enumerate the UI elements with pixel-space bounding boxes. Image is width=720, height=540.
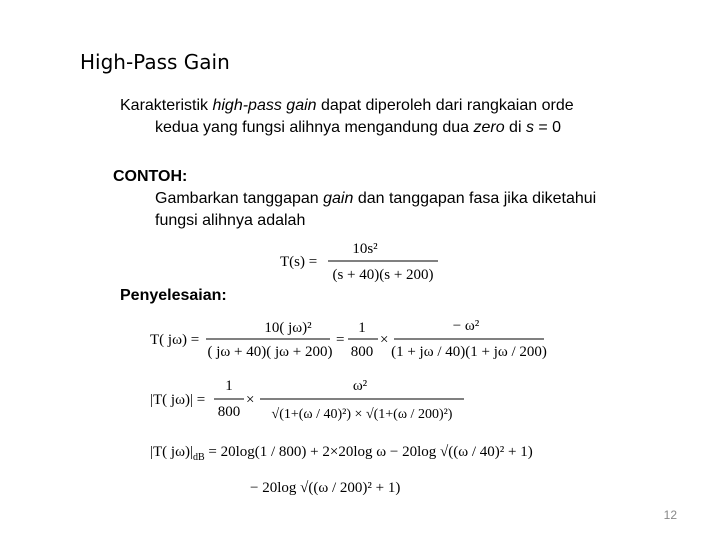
eq2-numerator-2: ω² — [352, 378, 368, 394]
eq1-denominator-2: 800 — [350, 344, 374, 360]
eq1-numerator-3: − ω² — [452, 318, 480, 334]
eq2-lhs: |T( jω)| = — [150, 392, 206, 408]
intro-variable: s — [525, 119, 534, 136]
intro-emphasis: zero — [473, 119, 505, 136]
eq1-numerator-2: 1 — [358, 320, 366, 336]
contoh-emphasis: gain — [323, 190, 354, 207]
equation-2 — [148, 372, 478, 428]
solution-heading: Penyelesaian: — [120, 287, 227, 304]
intro-text: Karakteristik — [120, 97, 213, 114]
eq1-denominator-3: (1 + jω / 40)(1 + jω / 200) — [391, 344, 547, 360]
transfer-function-equation — [270, 235, 450, 287]
tf-denominator: (s + 40)(s + 200) — [332, 267, 434, 283]
eq1-equals: = — [336, 332, 345, 348]
intro-text: di — [504, 119, 526, 136]
tf-lhs: T(s) = — [280, 254, 318, 270]
intro-emphasis: high-pass gain — [212, 97, 317, 114]
equation-1 — [148, 312, 568, 364]
intro-text: dapat diperoleh dari rangkaian orde — [316, 97, 574, 114]
eq1-numerator-1: 10( jω)² — [264, 320, 312, 336]
contoh-text — [155, 188, 675, 232]
intro-text: = 0 — [533, 119, 562, 136]
equation-3-line-2: − 20log √((ω / 200)² + 1) — [250, 480, 401, 496]
contoh-text-part: dan tanggapan fasa jika diketahui — [353, 190, 597, 207]
intro-line-1 — [120, 95, 660, 117]
contoh-text-part: Gambarkan tanggapan — [155, 190, 324, 207]
eq3-subscript: dB — [192, 452, 205, 463]
eq1-lhs: T( jω) = — [150, 332, 200, 348]
eq2-denominator-2: √(1+(ω / 40)²) × √(1+(ω / 200)²) — [271, 407, 453, 422]
intro-text: kedua yang fungsi alihnya mengandung dua — [155, 119, 474, 136]
contoh-text-part: fungsi alihnya adalah — [155, 212, 306, 229]
slide-title: High-Pass Gain — [80, 50, 230, 74]
tf-numerator: 10s² — [352, 241, 378, 257]
contoh-heading: CONTOH: — [113, 168, 188, 185]
eq1-times: × — [380, 332, 389, 348]
eq2-times: × — [246, 392, 255, 408]
eq3-rhs: = 20log(1 / 800) + 2×20log ω − 20log √((ω / 40)² + 1) — [208, 444, 533, 460]
eq2-denominator-1: 800 — [217, 404, 241, 420]
equation-3 — [150, 444, 533, 463]
intro-paragraph — [120, 95, 660, 139]
intro-line-2 — [120, 117, 660, 139]
eq1-denominator-1: ( jω + 40)( jω + 200) — [207, 344, 333, 360]
page-number: 12 — [663, 508, 677, 522]
eq2-numerator-1: 1 — [225, 378, 233, 394]
eq3-lhs: |T( jω)| — [150, 444, 193, 460]
